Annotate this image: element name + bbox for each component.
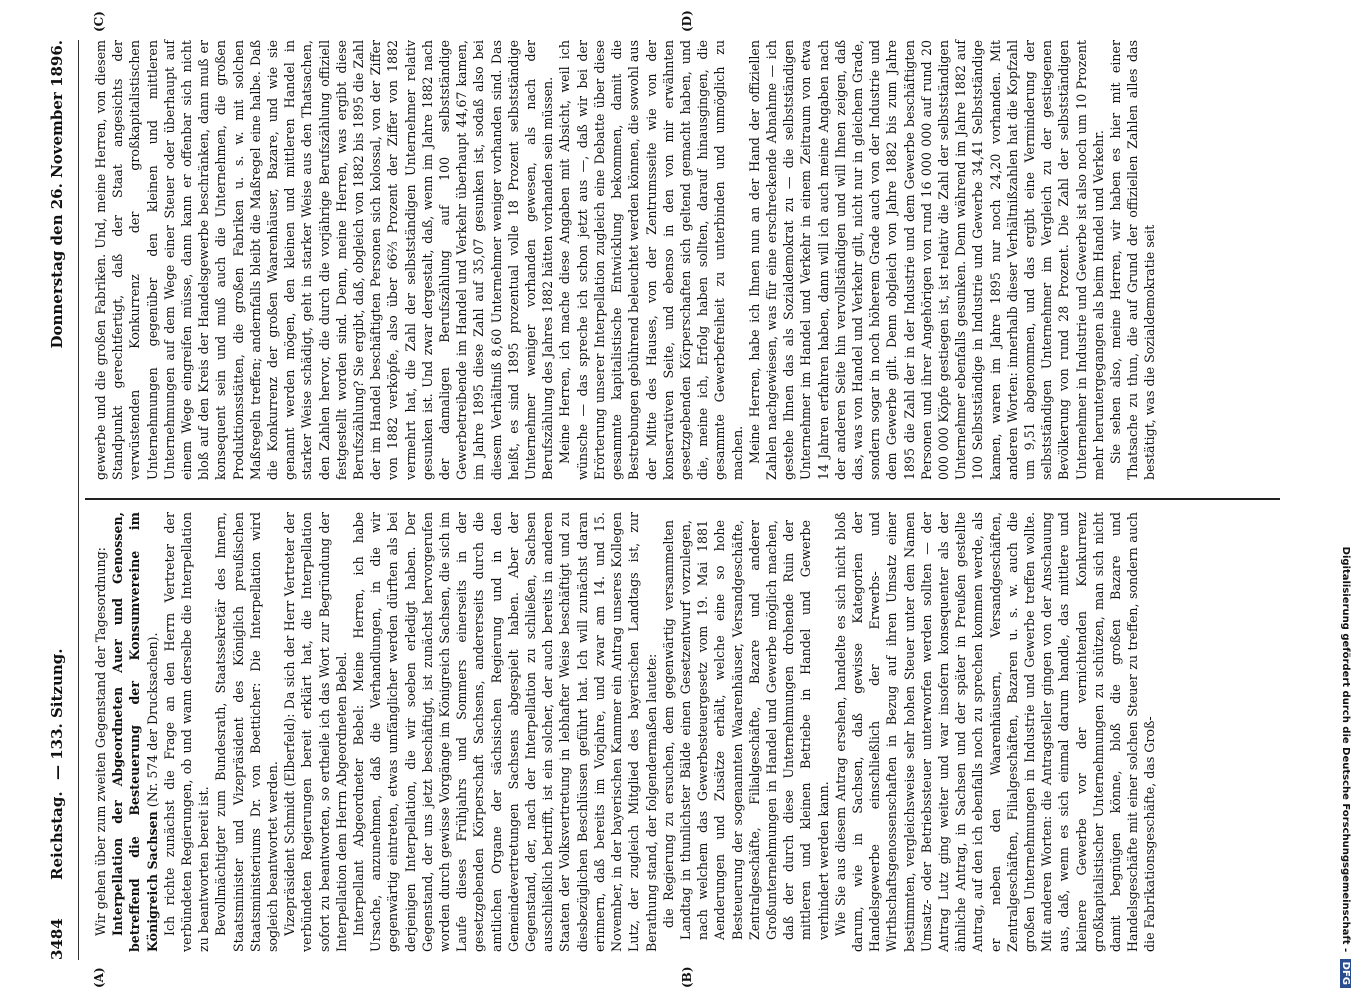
paragraph: Meine Herren, ich mache diese Angaben mit Absicht, weil ich wünsche — das spreche ich schon jetzt aus —, daß wir bei der Erörterung unserer Interpellation zugleich eine Debatte über diese gesammte kapitalistische Entwicklung bekommen, damit die Bestrebungen gebührend beleuchtet werden können, die sowohl aus der Mitte des Hauses, von der Zentrumsseite wie von der konservativen Seite, und ebenso in den von mir erwähnten gesetzgebenden Körperschaften sich geltend gemacht haben, und die, meine ich, Erfolg haben sollten, darauf hinausgingen, die gesammte Gewerbefreiheit zu unterbinden und unmöglich zu machen. [557,40,745,480]
session-number: — 133. Sitzung. [48,648,66,780]
paragraph: Ich richte zunächst die Frage an den Herrn Vertreter der verbündeten Regierungen, ob und wann derselbe die Interpellation zu beantworten bereit ist. [161,512,212,952]
margin-marker-c: (C) [92,11,106,32]
margin-marker-d: (D) [680,10,694,32]
paragraph: Wie Sie aus diesem Antrag ersehen, handelte es sich nicht bloß darum, wie in Sachsen, daß gewisse Kategorien der Handelsgewerbe einschließlich der Erwerbs- und Wirthschaftsgenossenschaften in Bezug auf ihren Umsatz einer bestimmten, vergleichsweise sehr hohen Steuer unter dem Namen Umsatz- oder Betriebssteuer unterworfen werden sollten — der Antrag Lutz ging weiter und war insofern konsequenter als der ähnliche Antrag, in Sachsen und der später in Preußen gestellte Antrag, auf den ich ebenfalls noch zu sprechen kommen werde, als er neben den Waarenhäusern, Versandgeschäften, Zentralgeschäften, Filialgeschäften, Bazaren u. s. w. auch die großen Unternehmungen in Industrie und Gewerbe treffen wollte. Mit anderen Worten: die Antragsteller gingen von der Anschauung aus, daß, wenn es sich einmal darum handle, das mittlere und kleinere Gewerbe vor der vernichtenden Konkurrenz großkapitalistischer Unternehmungen zu schützen, man sich nicht damit begnügen könne, bloß die großen Bazare und Handelsgeschäfte mit einer solchen Steuer zu treffen, sondern auch die Fabrikationsgeschäfte, das Groß- [832,512,1158,952]
house-name: Reichstag. [48,791,66,880]
paragraph-interpellation [109,512,161,952]
digitization-credit: Digitalisierung gefördert durch die Deutsche Forschungsgemeinschaft - [1340,546,1351,953]
page-number: 3484 [48,918,66,960]
interpellation-title: Interpellation der Abgeordneten Auer und Genossen, betreffend die Besteuerung der Konsumvereine im Königreich Sachsen [110,512,160,952]
paragraph: Bevollmächtigter zum Bundesrath, Staatssekretär des Innern, Staatsminister und Vizepräsident des Königlich preußischen Staatsministeriums Dr. von Boetticher: Die Interpellation wird sogleich beantwortet werden. [213,512,281,952]
paragraph: Vizepräsident Schmidt (Elberfeld): Da sich der Herr Vertreter der verbündeten Regierungen bereit erklärt hat, die Interpellation sofort zu beantworten, so ertheile ich das Wort zur Begründung der Interpellation dem Herrn Abgeordneten Bebel. [282,512,349,952]
paragraph: gewerbe und die großen Fabriken. Und, meine Herren, von diesem Standpunkt gerechtfertigt, daß der Staat angesichts der verwüstenden Konkurrenz der großkapitalistischen Unternehmungen gegenüber den kleinen und mittleren Unternehmungen auf dem Wege einer Steuer oder überhaupt auf einem Wege eingreifen müsse, dann kann er offenbar sich nicht bloß auf den Kreis der Handelsgewerbe beschränken, dann muß er konsequent sein und muß auch die Unternehmen, die großen Produktionsstätten, die großen Fabriken u. s. w. mit solchen Maßregeln treffen; andernfalls bleibt die Maßregel eine halbe. Daß die Konkurrenz der großen Waarenhäuser, Bazare, und wie sie genannt werden mögen, den kleinen und mittleren Handel in starker Weise schädigt, geht in starker Weise aus den Thatsachen, den Zahlen hervor, die durch die vorjährige Berufszählung offiziell festgestellt worden sind. Denn, meine Herren, was ergibt diese Berufszählung? Sie ergibt, daß, obgleich von 1882 bis 1895 die Zahl der im Handel beschäftigten Personen sich kolossal, von der Ziffer von 1882 verköpfe, also über 66⅔ Prozent der Ziffer von 1882 vermehrt hat, die Zahl der selbstständigen Unternehmer relativ gesunken ist. Und zwar dergestalt, daß, wenn im Jahre 1882 nach der damaligen Berufszählung auf 100 selbstständige Gewerbetreibende im Handel und Verkehr überhaupt 44,67 kamen, im Jahre 1895 diese Zahl auf 35,07 gesunken ist, sodaß also bei diesem Verhältniß 8,60 Unternehmer weniger vorhanden sind. Das heißt, es sind 1895 prozentual volle 18 Prozent selbstständige Unternehmer weniger vorhanden gewesen, als nach der Berufszählung des Jahres 1882 hätten vorhanden sein müssen. [93,40,556,480]
header-rule [78,40,79,960]
page-header [40,40,70,960]
quoted-motion: die Regierung zu ersuchen, dem gegenwärtig versammelten Landtag in thunlichster Bälde einen Gesetzentwurf vorzulegen, nach welchem das Gewerbesteuergesetz vom 19. Mai 1881 Aenderungen und Zusätze erhält, welche eine so hohe Besteuerung der sogenannten Waarenhäuser, Versandgeschäfte, Zentralgeschäfte, Filialgeschäfte, Bazare und anderer Großunternehmungen in Handel und Gewerbe möglich machen, daß der durch diese Unternehmungen drohende Ruin der mittleren und kleinen Betriebe in Handel und Gewerbe verhindert werden kann. [660,520,831,940]
margin-marker-b: (B) [680,966,694,988]
side-note [1337,8,1351,988]
column-rule [85,499,1280,501]
paragraph: Wir gehen über zum zweiten Gegenstand der Tagesordnung: [93,547,108,936]
left-column [92,512,1159,952]
paragraph: Interpellant Abgeordneter Bebel: Meine Herren, ich habe Ursache, anzunehmen, daß die Verhandlungen, in die wir gegenwärtig eintreten, etwas umfänglicher werden dürften als bei derjenigen Interpellation, die wir soeben erledigt haben. Der Gegenstand, der uns jetzt beschäftigt, ist zunächst hervorgerufen worden durch gewisse Vorgänge im Königreich Sachsen, die sich im Laufe dieses Frühjahrs und Sommers einerseits in der gesetzgebenden Körperschaft Sachsens, andererseits durch die amtlichen Organe der sächsischen Regierung und in den Gemeindevertretungen Sachsens abgespielt haben. Aber der Gegenstand, der, nach der Interpellation zu schließen, Sachsen ausschließlich betrifft, ist ein solcher, der auch bereits in anderen Staaten der Volksvertretung in lebhafter Weise beschäftigt und zu diesbezüglichen Beschlüssen geführt hat. Ich will zunächst daran erinnern, daß bereits im Vorjahre, und zwar am 14. und 15. November, in der bayerischen Kammer ein Antrag unseres Kollegen Lutz, der zugleich Mitglied des bayerischen Landtags ist, zur Berathung stand, der folgendermaßen lautete: [351,512,659,952]
dfg-logo: DFG [1340,959,1351,988]
paragraph: Sie sehen also, meine Herren, wir haben es hier mit einer Thatsache zu thun, die auf Grund der offiziellen Zahlen alles das bestätigt, was die Sozialdemokratie seit [1107,40,1158,480]
right-column [92,40,1159,480]
session-date: Donnerstag den 26. November 1896. [48,40,66,349]
interpellation-ref: (Nr. 574 der Drucksachen). [144,632,160,808]
paragraph: Meine Herren, habe ich Ihnen nun an der Hand der offiziellen Zahlen nachgewiesen, was für eine erschreckende Abnahme — ich gestehe Ihnen das als Sozialdemokrat zu — die selbstständigen Unternehmer im Handel und Verkehr in einem Zeitraum von etwa 14 Jahren erfahren haben, dann will ich auch meine Angaben nach der anderen Seite hin vervollständigen und will Ihnen zeigen, daß das, was von Handel und Verkehr gilt, nicht nur in gleichem Grade, sondern sogar in noch höherem Grade auch von der Industrie und dem Gewerbe gilt. Denn obgleich von Jahre 1882 bis zum Jahre 1895 die Zahl der in der Industrie und dem Gewerbe beschäftigten Personen und ihrer Angehörigen von rund 16 000 000 auf rund 20 000 000 Köpfe gestiegen ist, ist relativ die Zahl der selbstständigen Unternehmer ebenfalls gesunken. Denn während im Jahre 1882 auf 100 Selbstständige in Industrie und Gewerbe 34,41 Selbstständige kamen, waren im Jahre 1895 nur noch 24,20 vorhanden. Mit anderen Worten: innerhalb dieser Verhältnißzahlen hat die Kopfzahl um 9,51 abgenommen, und das ergibt eine Verminderung der selbstständigen Unternehmer im Vergleich zu der gestiegenen Bevölkerung von rund 28 Prozent. Die Zahl der selbstständigen Unternehmer in Industrie und Gewerbe ist also noch um 10 Prozent mehr heruntergegangen als beim Handel und Verkehr. [746,40,1106,480]
margin-marker-a: (A) [92,967,106,988]
